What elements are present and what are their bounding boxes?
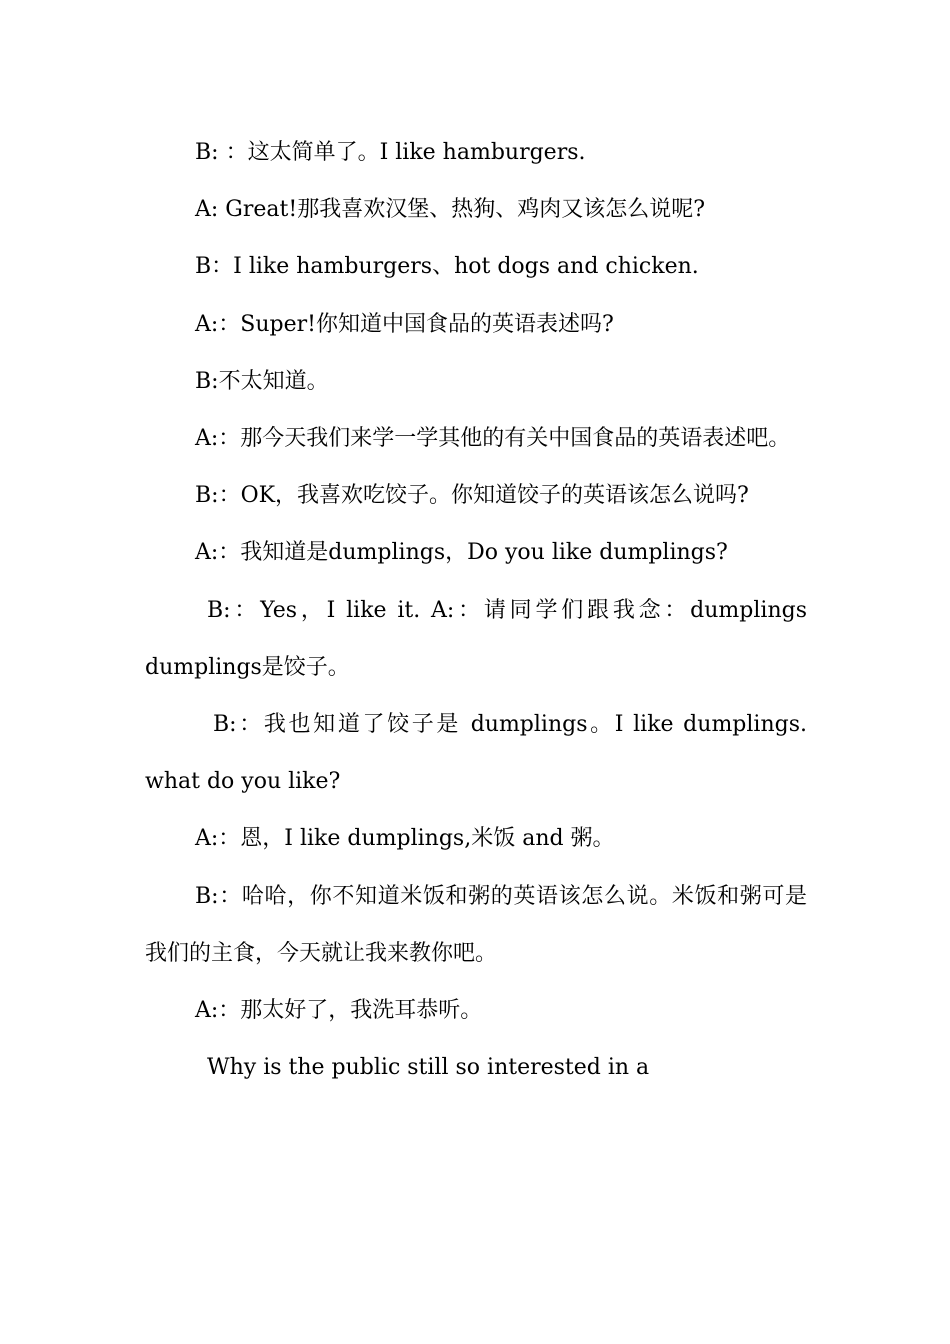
paragraph-14: Why is the public still so interested in a bbox=[207, 1055, 650, 1081]
paragraph-4: A:：Super!你知道中国食品的英语表述吗? bbox=[195, 311, 614, 337]
paragraph-7: B:：OK，我喜欢吃饺子。你知道饺子的英语该怎么说吗? bbox=[195, 483, 749, 509]
paragraph-13: A:：那太好了，我洗耳恭听。 bbox=[195, 998, 483, 1024]
paragraph-3: B：I like hamburgers、hot dogs and chicken. bbox=[195, 254, 699, 280]
paragraph-10: B:：我也知道了饺子是 dumplings。I like dumplings. what do you like? bbox=[145, 712, 807, 795]
paragraph-11: A:：恩，I like dumplings,米饭 and 粥。 bbox=[195, 826, 615, 852]
paragraph-2: A: Great!那我喜欢汉堡、热狗、鸡肉又该怎么说呢? bbox=[195, 197, 705, 223]
dialogue-text bbox=[145, 124, 807, 1096]
paragraph-8: A:：我知道是dumplings，Do you like dumplings? bbox=[195, 540, 728, 566]
paragraph-9: B:：Yes，I like it. A:：请同学们跟我念：dumplings dumplings是饺子。 bbox=[145, 597, 807, 680]
paragraph-5: B:不太知道。 bbox=[195, 368, 329, 394]
paragraph-1: B: ：这太简单了。I like hamburgers. bbox=[195, 140, 586, 165]
paragraph-6: A:：那今天我们来学一学其他的有关中国食品的英语表述吧。 bbox=[195, 426, 791, 452]
paragraph-12: B:：哈哈，你不知道米饭和粥的英语该怎么说。米饭和粥可是我们的主食，今天就让我来教你吧。 bbox=[145, 883, 807, 966]
